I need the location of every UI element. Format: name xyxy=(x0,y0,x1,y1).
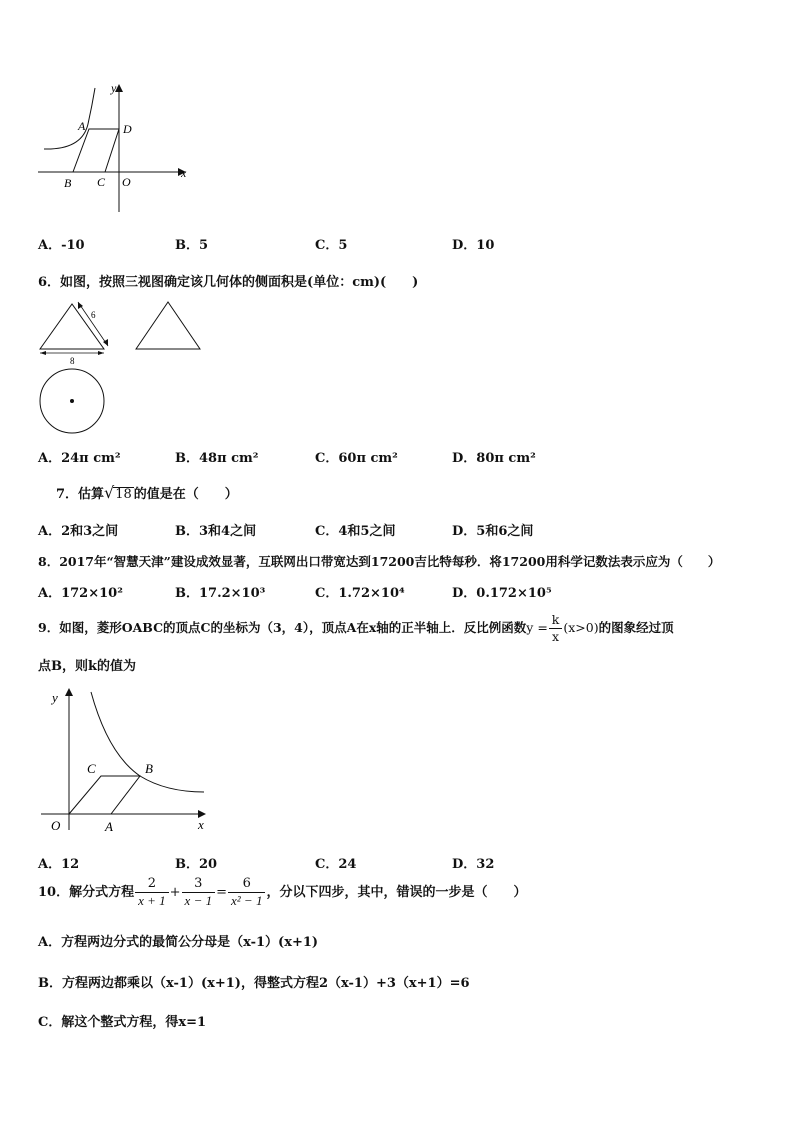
q5-label-D: D xyxy=(123,122,132,136)
q6-slant-dim xyxy=(78,302,108,346)
q10-frac-2 xyxy=(182,876,216,909)
q5-label-x: x xyxy=(181,166,187,180)
q5-option-b[interactable]: B．5 xyxy=(175,238,209,253)
q9-cond: (x>0) xyxy=(563,620,599,635)
q6-center-dot xyxy=(70,399,74,403)
q8-option-b[interactable]: B．17.2×10³ xyxy=(175,586,266,601)
q9-label-B: B xyxy=(145,761,153,776)
q9-stem-post: 的图象经过顶 xyxy=(598,620,674,635)
q7-option-c[interactable]: C．4和5之间 xyxy=(315,524,396,539)
q5-label-B: B xyxy=(64,176,72,190)
q8-option-c[interactable]: C．1.72×10⁴ xyxy=(315,586,405,601)
q5-label-C: C xyxy=(97,175,106,189)
q7-option-b[interactable]: B．3和4之间 xyxy=(175,524,257,539)
q7-stem xyxy=(56,483,238,502)
q10-stem xyxy=(38,876,526,909)
q9-rhombus xyxy=(69,776,140,814)
q9-frac-num: k xyxy=(551,612,560,627)
q9-option-b[interactable]: B．20 xyxy=(175,857,218,872)
q6-stem: 6．如图，按照三视图确定该几何体的侧面积是(单位：cm)( ) xyxy=(38,275,419,290)
q6-base-arrow-right xyxy=(98,351,104,355)
q8-stem: 8．2017年“智慧天津”建设成效显著，互联网出口带宽达到17200吉比特每秒．将17200用科学记数法表示应为（ ） xyxy=(38,554,721,569)
q10-f2-num: 3 xyxy=(194,876,203,891)
q9-option-c[interactable]: C．24 xyxy=(315,857,357,872)
q9-figure xyxy=(36,684,226,839)
q7-stem-pre: 7．估算 xyxy=(56,487,105,502)
q10-f2-den: x − 1 xyxy=(182,892,216,909)
q8-option-d[interactable]: D．0.172×10⁵ xyxy=(452,586,552,601)
q5-label-A: A xyxy=(78,119,86,133)
q10-stem-post: ，分以下四步，其中，错误的一步是（ ） xyxy=(266,885,527,900)
q6-option-c[interactable]: C．60π cm² xyxy=(315,451,398,466)
q6-dim-8: 8 xyxy=(70,356,75,366)
q9-stem-pre: 9．如图，菱形OABC的顶点C的坐标为（3，4），顶点A在x轴的正半轴上．反比例函数 xyxy=(38,620,527,635)
q9-stem-line2: 点B，则k的值为 xyxy=(38,659,136,674)
q7-stem-post: 的值是在（ ） xyxy=(133,487,238,502)
q9-label-O: O xyxy=(51,818,61,833)
q10-plus: + xyxy=(169,885,181,900)
q5-label-O: O xyxy=(122,175,131,189)
q7-sqrt-sign: √ xyxy=(104,483,115,502)
q7-radicand: 18 xyxy=(115,487,132,502)
q10-f3-den: x² − 1 xyxy=(228,892,265,909)
q6-dim-6: 6 xyxy=(91,310,96,320)
q9-label-x: x xyxy=(198,817,204,832)
q6-figure xyxy=(30,296,220,436)
q6-option-a[interactable]: A．24π cm² xyxy=(38,451,121,466)
q10-step-a[interactable]: A．方程两边分式的最简公分母是（x-1）(x+1) xyxy=(38,935,319,950)
q5-figure xyxy=(30,78,200,218)
q8-option-a[interactable]: A．172×10² xyxy=(38,586,123,601)
q10-frac-1 xyxy=(135,876,169,909)
q9-hyperbola xyxy=(91,692,204,792)
q7-option-a[interactable]: A．2和3之间 xyxy=(38,524,119,539)
q6-option-d[interactable]: D．80π cm² xyxy=(452,451,536,466)
q5-label-y: y xyxy=(111,81,117,95)
q6-option-b[interactable]: B．48π cm² xyxy=(175,451,259,466)
q7-option-d[interactable]: D．5和6之间 xyxy=(452,524,534,539)
q10-f1-den: x + 1 xyxy=(135,892,169,909)
q9-frac-den: x xyxy=(549,628,563,645)
q6-side-view xyxy=(136,302,200,349)
q9-stem xyxy=(38,612,674,645)
q10-step-b[interactable]: B．方程两边都乘以（x-1）(x+1)，得整式方程2（x-1）+3（x+1）=6 xyxy=(38,976,470,991)
q5-option-d[interactable]: D．10 xyxy=(452,238,495,253)
q10-f3-num: 6 xyxy=(242,876,251,891)
q5-parallelogram xyxy=(73,129,119,172)
q10-eq: = xyxy=(216,885,227,900)
q9-option-d[interactable]: D．32 xyxy=(452,857,495,872)
q10-stem-pre: 10．解分式方程 xyxy=(38,885,135,900)
q5-option-a[interactable]: A．-10 xyxy=(38,238,85,253)
q9-option-a[interactable]: A．12 xyxy=(38,857,80,872)
q10-f1-num: 2 xyxy=(147,876,156,891)
q9-label-y: y xyxy=(52,690,58,705)
q10-step-c[interactable]: C．解这个整式方程，得x=1 xyxy=(38,1015,207,1030)
q9-label-C: C xyxy=(87,761,96,776)
q9-label-A: A xyxy=(105,819,113,834)
q5-hyperbola xyxy=(44,88,95,149)
q9-y-arrow xyxy=(65,688,73,696)
q10-frac-3 xyxy=(228,876,265,909)
q6-base-arrow-left xyxy=(40,351,46,355)
q5-option-c[interactable]: C．5 xyxy=(315,238,348,253)
q9-fraction xyxy=(549,612,563,645)
q9-y-eq: y = xyxy=(526,620,548,635)
